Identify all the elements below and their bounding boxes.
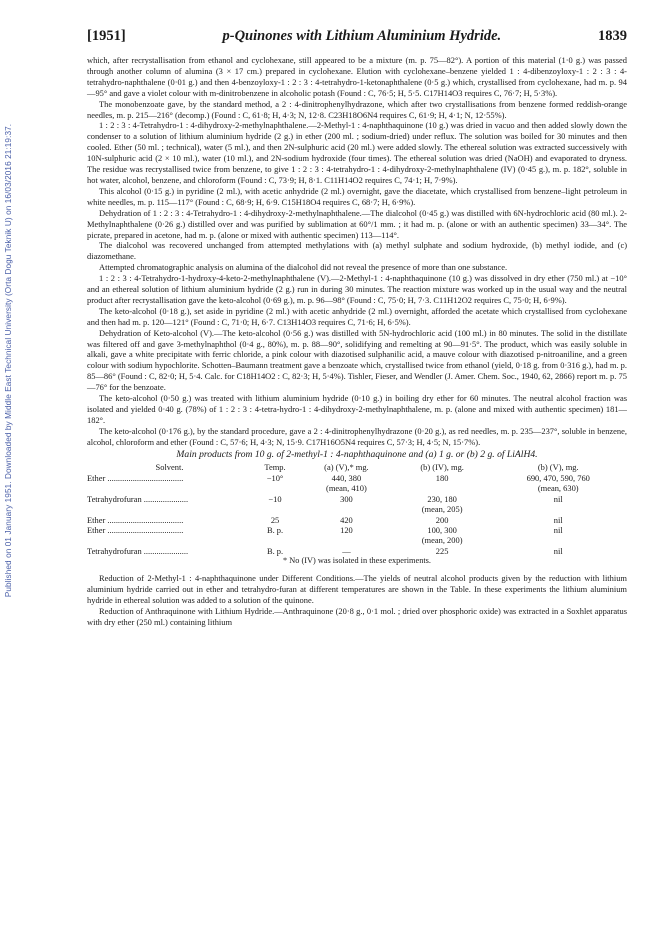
header-title: p-Quinones with Lithium Aluminium Hydride. (222, 28, 502, 44)
paragraph: Reduction of Anthraquinone with Lithium Hydride.—Anthraquinone (20·8 g., 0·1 mol. ; dried over phosphoric oxide) was extracted in a Soxhlet apparatus with dry ether (250 ml.) containing lithium (87, 605, 627, 627)
results-table (87, 462, 627, 557)
paragraph: Reduction of 2-Methyl-1 : 4-naphthaquinone under Different Conditions.—The yields of neutral alcohol products given by the reduction with lithium aluminium hydride carried out in ether and tetrahydro-furan at different temperatures are shown in the Table. In these experiments the lithium aluminium hydride in ethereal solution was added to a solution of the quinone. (87, 573, 627, 605)
table-header-cell: (b) (IV), mg. (420, 461, 464, 472)
paragraph: The keto-alcohol (0·176 g.), by the standard procedure, gave a 2 : 4-dinitrophenylhydrazone (0·20 g.), as red needles, m. p. 235—237°, soluble in benzene, alcohol, chloroform and ether (Found : C, 57·6; H, 4·3; N, 15·9. C17H16O5N4 requires C, 57·3; H, 4·5; N, 15·7%). (87, 425, 627, 447)
table-cell: nil (553, 545, 563, 556)
table-header-cell: (b) (V), mg. (537, 461, 579, 472)
table-header-cell: (a) (V),* mg. (324, 461, 369, 472)
download-notice-text: Published on 01 January 1951. Downloaded by Middle East Technical University (Orta Dogu Teknik U) on 16/03/2016 21:19:37. (4, 123, 14, 597)
paragraph: This alcohol (0·15 g.) in pyridine (2 ml.), with acetic anhydride (2 ml.) overnight, gave the diacetate, which crystallised from benzene–light petroleum in white needles, m. p. 115—117° (Found : C, 68·9; H, 6·9. C15H18O4 requires C, 68·7; H, 6·9%). (87, 185, 627, 207)
table-cell: −10 (268, 493, 282, 504)
table-header-row (87, 462, 627, 473)
table-cell: 120 (340, 525, 353, 536)
table-cell: 225 (435, 545, 449, 556)
table-cell: 420 (340, 514, 353, 525)
table-row (87, 515, 627, 525)
journal-page (87, 28, 627, 628)
table-cell: 690, 470, 590, 760 (mean, 630) (526, 473, 590, 494)
paragraph: The keto-alcohol (0·18 g.), set aside in pyridine (2 ml.) with acetic anhydride (2 ml.) overnight, afforded the acetate which crystallised from cyclohexane and then had m. p. 120—121° (Found : C, 71·0; H, 6·7. C13H14O3 requires C, 71·6; H, 6·5%). (87, 305, 627, 327)
table-row (87, 546, 627, 556)
download-notice-sidebar (2, 40, 16, 680)
table-cell: 440, 380 (mean, 410) (326, 473, 367, 494)
table-cell: Ether .................................... (87, 514, 184, 525)
table-cell: B. p. (266, 525, 284, 536)
table-cell: 230, 180 (mean, 205) (421, 493, 463, 515)
table-cell: Ether .................................... (87, 525, 184, 536)
article-body (87, 55, 627, 628)
table-caption: Main products from 10 g. of 2-methyl-1 : 4-naphthaquinone and (a) 1 g. or (b) 2 g. of LiAlH4. (176, 448, 538, 460)
table-header-cell: Solvent. (155, 461, 184, 472)
paragraph: The monobenzoate gave, by the standard method, a 2 : 4-dinitrophenylhydrazone, which after two crystallisations from benzene formed reddish-orange needles, m. p. 215—216° (decomp.) (Found : C, 61·8; H, 4·3; N, 12·8. C23H18O6N4 requires C, 61·9; H, 4·1; N, 12·55%). (87, 98, 627, 120)
table-cell: −10° (266, 473, 284, 484)
table-cell: Tetrahydrofuran ..................... (87, 545, 189, 556)
table-cell: nil (553, 525, 563, 536)
table-cell: 25 (270, 514, 280, 525)
paragraph: 1 : 2 : 3 : 4-Tetrahydro-1 : 4-dihydroxy-2-methylnaphthalene.—2-Methyl-1 : 4-naphthaquinone (10 g.) was dried in vacuo and then added slowly down the condenser to a solution of lithium aluminium hydride (2 g.) in ether (200 ml. ; sodium-dried) under reflux. The solution was boiled for 30 minutes and then cooled. Ether (50 ml. ; technical), water (5 ml.), and then 2N-sulphuric acid (20 ml.) were added slowly. The ethereal solution was extracted successively with 10N-sulphuric acid (2 × 10 ml.), water (10 ml.), and 2N-sodium hydroxide (four times). The ethereal solution was dried (NaOH) and evaporated to dryness. The residue was recrystallised twice from benzene, to give 1 : 2 : 3 : 4-tetrahydro-1 : 4-dihydroxy-2-methylnaphthalene (IV) (0·45 g.), m. p. 182°, soluble in hot water, alcohol, benzene, and chloroform (Found : C, 73·9; H, 8·1. C11H14O2 requires C, 74·1; H, 7·9%). (87, 120, 627, 185)
paragraph: 1 : 2 : 3 : 4-Tetrahydro-1-hydroxy-4-keto-2-methylnaphthalene (V).—2-Methyl-1 : 4-naphthaquinone (10 g.) was dissolved in dry ether (750 ml.) at −10° and an ethereal solution of lithium aluminium hydride (2 g.) run in during 30 minutes. The reaction mixture was worked up in the usual way and the neutral product after recrystallisation gave the keto-alcohol (0·69 g.), m. p. 96—98° (Found : C, 75·0; H, 7·3. C11H12O2 requires C, 75·0; H, 6·9%). (87, 273, 627, 305)
table-cell: Ether .................................... (87, 473, 184, 484)
page-header (87, 28, 627, 45)
table-footnote: * No (IV) was isolated in these experiments. (283, 556, 431, 566)
table-cell: Tetrahydrofuran ..................... (87, 493, 189, 504)
table-cell: B. p. (266, 545, 284, 556)
table-cell: 100, 300 (mean, 200) (421, 525, 463, 546)
paragraph: The dialcohol was recovered unchanged from attempted methylations with (a) methyl sulphate and sodium hydroxide, (b) methyl iodide, and (c) diazomethane. (87, 240, 627, 262)
paragraph: Dehydration of Keto-alcohol (V).—The keto-alcohol (0·56 g.) was distilled with 5N-hydrochloric acid (100 ml.) in 80 minutes. The solid in the distillate was filtered off and gave 3-methylnaphthol (0·4 g., 80%), m. p. 88—90°, solidifying and remelting at 90—91·5°. The product, which was easily soluble in alkali, gave a white precipitate with ferric chloride, a pink colour with diazotised sulphanilic acid, a mauve colour with diazotised p-nitroaniline, and a green colour with sodium hypochlorite. Schotten–Baumann treatment gave a benzoate which, crystallised twice from ethanol (yield, 0·18 g. from 0·316 g.), had m. p. 85—86° (Found : C, 82·0; H, 5·4. Calc. for C18H14O2 : C, 82·3; H, 5·4%). Tishler, Fieser, and Wendler (J. Amer. Chem. Soc., 1940, 62, 2866) report m. p. 75—76° for the benzoate. (87, 327, 627, 393)
paragraph: which, after recrystallisation from ethanol and cyclohexane, still appeared to be a mixture (m. p. 75—82°). A portion of this material (1·0 g.) was passed through another column of alumina (3 × 17 cm.) prepared in cyclohexane. Elution with cyclohexane–benzene yielded 1 : 4-dibenzoyloxy-1 : 2 : 3 : 4-tetrahydro-naphthalene (0·01 g.) and then 4-benzoyloxy-1 : 2 : 3 : 4-tetrahydro-1-ketonaphthalene (0·5 g.) which, crystallised from cyclohexane, had m. p. 94—95° and gave a violet colour with m-dinitrobenzene in alcoholic potash (Found : C, 76·5; H, 5·5. C17H14O3 requires C, 76·7; H, 5·3%). (87, 55, 627, 98)
table-cell: 200 (435, 514, 449, 525)
paragraph: The keto-alcohol (0·50 g.) was treated with lithium aluminium hydride (0·10 g.) in boiling dry ether for 60 minutes. The neutral alcohol fraction was isolated and yielded 0·40 g. (78%) of 1 : 2 : 3 : 4-tetra-hydro-1 : 4-dihydroxy-2-methylnaphthalene, m. p. (alone and mixed with authentic specimen) 181—182°. (87, 393, 627, 425)
table-row (87, 494, 627, 515)
paragraph: Dehydration of 1 : 2 : 3 : 4-Tetrahydro-1 : 4-dihydroxy-2-methylnaphthalene.—The dialcohol (0·45 g.) was distilled with 6N-hydrochloric acid (80 ml.). 2-Methylnaphthalene (0·26 g.) distilled over and was purified by sublimation at 60°/1 mm. ; it had m. p. (alone or with an authentic specimen) 33—34°. The picrate, prepared in acetone, had m. p. (alone or mixed with authentic specimen) 113—114°. (87, 207, 627, 240)
table-cell: 300 (340, 493, 353, 504)
table-cell: nil (553, 514, 563, 525)
table-cell: 180 (435, 473, 449, 484)
header-year: [1951] (87, 28, 126, 44)
paragraph: Attempted chromatographic analysis on alumina of the dialcohol did not reveal the presence of more than one substance. (99, 262, 508, 273)
table-cell: — (342, 545, 351, 556)
table-row (87, 525, 627, 546)
table-row (87, 473, 627, 494)
table-header-cell: Temp. (264, 461, 286, 472)
table-cell: nil (553, 493, 563, 504)
header-page-number: 1839 (598, 28, 627, 44)
